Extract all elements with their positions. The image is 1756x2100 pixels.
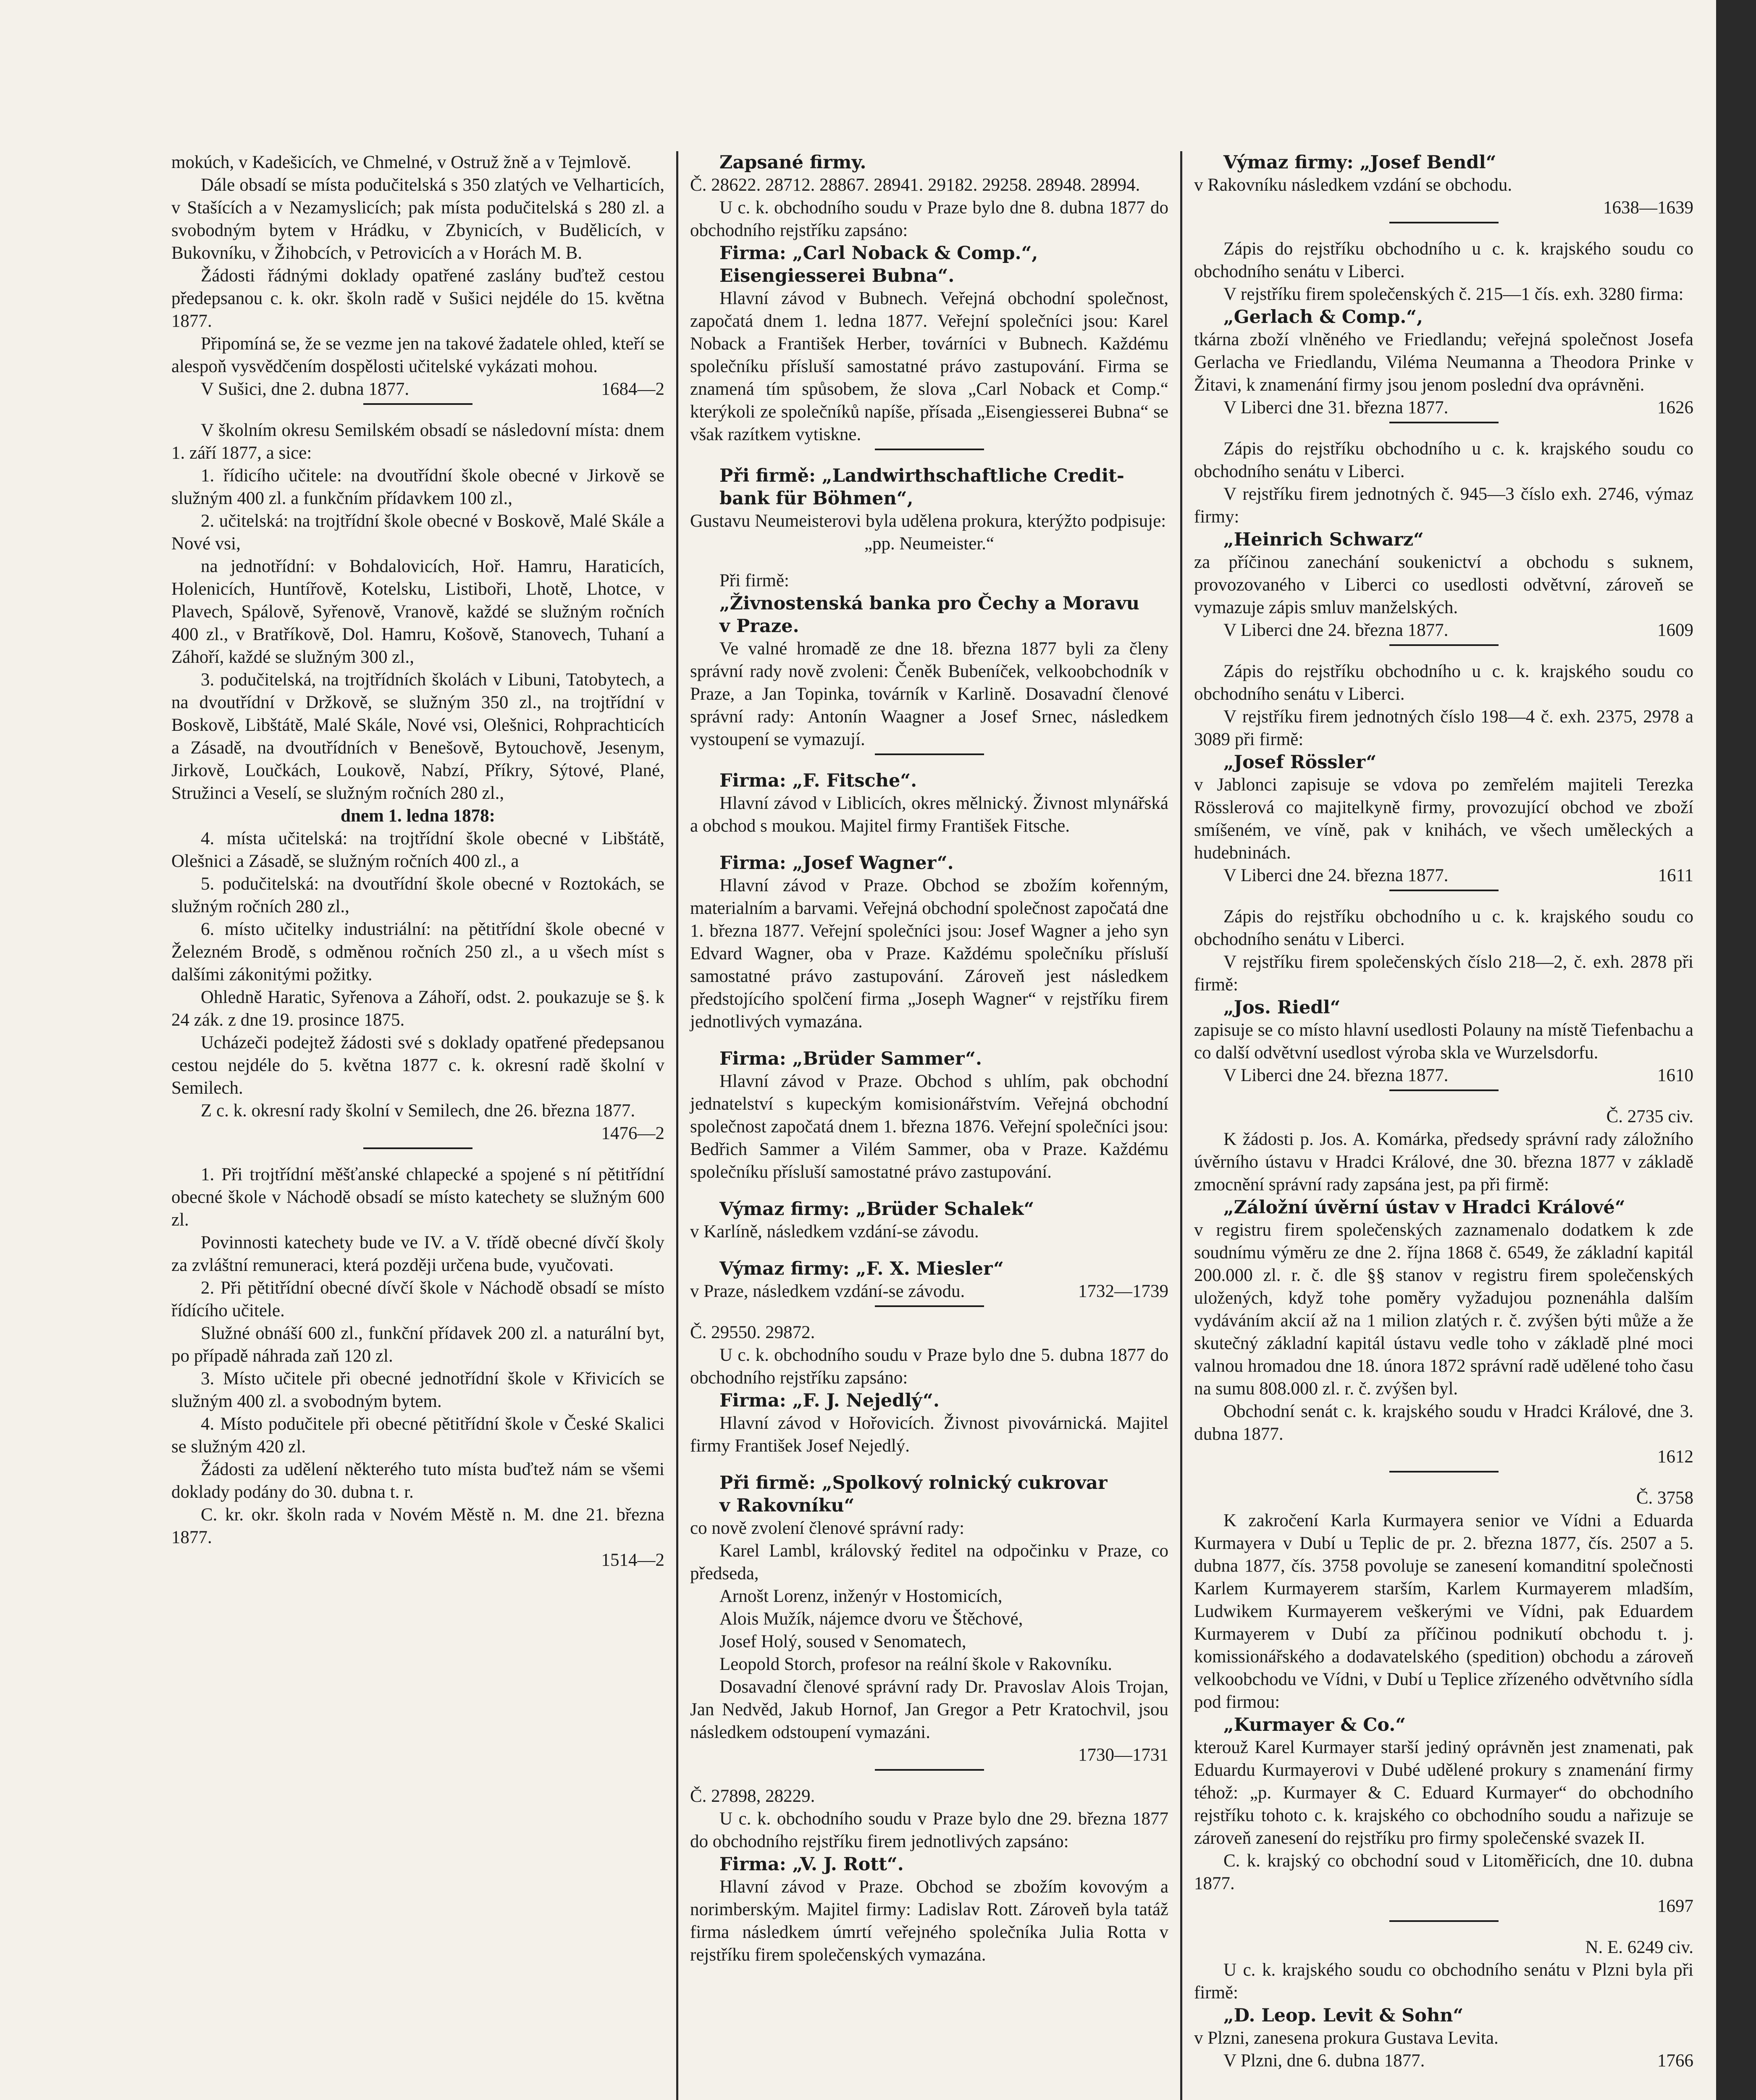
paragraph: Gustavu Neumeisterovi byla udělena prokura, kterýžto podpisuje: bbox=[690, 511, 1166, 531]
entry-rott bbox=[690, 1785, 1168, 1966]
separator-rule bbox=[875, 753, 984, 755]
entry-gerlach bbox=[1194, 238, 1693, 423]
paragraph: Hlavní závod v Praze. Obchod se zbožím kořenným, materialním a barvami. Veřejná obchodní společnost započatá dne 1. března 1877. Veřejní společníci jsou: Josef Wagner a jeho syn Edvard Wagner, oba v Praze. Každému společníku přísluší samostatné právo zastupování. Zároveň jest následkem předstojícího spolčení firma „Joseph Wagner“ v rejstříku firem jednotlivých vymazána. bbox=[690, 876, 1168, 1032]
paragraph: Služné obnáší 600 zl., funkční přídavek 200 zl. a naturální byt, po případě náhrada zaň 120 zl. bbox=[171, 1323, 664, 1366]
firm-name: Firma: „Josef Wagner“. bbox=[719, 853, 954, 874]
signature-place: V Liberci dne 24. března 1877. bbox=[1223, 620, 1449, 640]
signature-line bbox=[1194, 619, 1693, 642]
entry-landwirthschaftliche bbox=[690, 465, 1168, 555]
paragraph: V rejstříku firem společenských číslo 218—2, č. exh. 2878 při firmě: bbox=[1194, 952, 1693, 995]
entry-bendl bbox=[1194, 151, 1693, 223]
file-numbers: Č. 29550. 29872. bbox=[690, 1323, 815, 1342]
entry-zivnostenska bbox=[690, 570, 1168, 755]
file-numbers: Č. 2735 civ. bbox=[1606, 1107, 1693, 1126]
signature: „pp. Neumeister.“ bbox=[864, 534, 995, 554]
entry-zalozni-ustav bbox=[1194, 1105, 1693, 1473]
paragraph: Alois Mužík, nájemce dvoru ve Štěchové, bbox=[719, 1609, 1023, 1629]
paragraph: co nově zvolení členové správní rady: bbox=[690, 1518, 965, 1538]
separator-rule bbox=[875, 1305, 984, 1307]
paragraph: Ve valné hromadě ze dne 18. března 1877 byli za členy správní rady nově zvoleni: Čeněk Bubeníček, velkoobchodník v Praze, a Jan Topinka, továrník v Karlině. Dosavadní členové správní rady: Antonín Waagner a Josef Srnec, následkem vystoupení se vymazují. bbox=[690, 639, 1168, 749]
signature-line bbox=[1194, 2050, 1693, 2072]
paragraph: U c. k. krajského soudu co obchodního senátu v Plzni byla při firmě: bbox=[1194, 1960, 1693, 2003]
paragraph: 1. řídicího učitele: na dvoutřídní škole obecné v Jirkově se služným 400 zl. a funkčním přídavkem 100 zl., bbox=[171, 466, 664, 508]
separator-rule bbox=[363, 1147, 472, 1149]
paragraph: Povinnosti katechety bude ve IV. a V. třídě obecné dívčí školy za zvláštní remuneraci, která později určena bude, vyučovati. bbox=[171, 1233, 664, 1275]
firm-name: Při firmě: „Landwirthschaftliche Credit- bbox=[719, 465, 1124, 486]
signature-line bbox=[1194, 1064, 1693, 1087]
entry-riedl bbox=[1194, 906, 1693, 1091]
paragraph: 1. Při trojtřídní měšťanské chlapecké a spojené s ní pětitřídní obecné škole v Náchodě obsadí se místo katechety se služným 600 zl. bbox=[171, 1165, 664, 1230]
paragraph: U c. k. obchodního soudu v Praze bylo dne 29. března 1877 do obchodního rejstříku firem jednotlivých zapsáno: bbox=[690, 1809, 1168, 1851]
three-column-layout bbox=[160, 151, 1706, 2100]
paragraph: K žádosti p. Jos. A. Komárka, předsedy správní rady záložního úvěrního ústavu v Hradci Králové, dne 30. března 1877 v základě zmocnění správní rady zapsána jest, pa při firmě: bbox=[1194, 1129, 1693, 1194]
firm-name: „Kurmayer & Co.“ bbox=[1223, 1714, 1406, 1735]
paragraph: Zápis do rejstříku obchodního u c. k. krajského soudu co obchodního senátu v Liberci. bbox=[1194, 239, 1693, 281]
firm-name: Při firmě: „Spolkový rolnický cukrovar bbox=[719, 1473, 1108, 1494]
separator-rule bbox=[1389, 890, 1499, 891]
firm-name: „Heinrich Schwarz“ bbox=[1223, 529, 1424, 550]
notice-number: 1730—1731 bbox=[1078, 1745, 1168, 1765]
paragraph: v Rakovníku následkem vzdání se obchodu. bbox=[1194, 175, 1512, 195]
signature-line bbox=[690, 1280, 1168, 1303]
paragraph: 3. Místo učitele při obecné jednotřídní škole v Křivicích se služným 400 zl. a svobodným bytem. bbox=[171, 1369, 664, 1411]
paragraph: Hlavní závod v Praze. Obchod s uhlím, pak obchodní jednatelství s kupeckým komisionářstvím. Veřejná obchodní společnost započatá dnem 1. března 1876. Veřejní společníci jsou: Bedřich Sammer a Vilém Sammer, oba v Praze. Každému společníku přísluší samostatné právo zastupování. bbox=[690, 1071, 1168, 1182]
firm-name: „Živnostenská banka pro Čechy a Moravu bbox=[719, 593, 1139, 614]
firm-name: bank für Böhmen“, bbox=[719, 488, 913, 509]
paragraph: kterouž Karel Kurmayer starší jediný oprávněn jest znamenati, pak Eduardu Kurmayerovi v Dubé udělené prokury s znamenání firmy téhož: „p. Kurmayer & C. Eduard Kurmayer“ do obchodního rejstříku tohoto c. k. krajského co obchodního soudu a nařizuje se zároveň zanesení do rejstříku pro firmy společenské svazek II. bbox=[1194, 1738, 1693, 1848]
entry-sammer bbox=[690, 1047, 1168, 1184]
separator-rule bbox=[1389, 1471, 1499, 1473]
entry-nejedly bbox=[690, 1321, 1168, 1457]
separator-rule bbox=[875, 449, 984, 450]
paragraph: Obchodní senát c. k. krajského soudu v Hradci Králové, dne 3. dubna 1877. bbox=[1194, 1402, 1693, 1444]
paragraph: tkárna zboží vlněného ve Friedlandu; veřejná společnost Josefa Gerlacha ve Friedlandu, Viléma Neumanna a Theodora Prinke v Žitavi, k znamenání firmy jsou jenom poslední dva oprávněni. bbox=[1194, 330, 1693, 395]
firm-name: „Záložní úvěrní ústav v Hradci Králové“ bbox=[1223, 1197, 1625, 1218]
entry-rossler bbox=[1194, 660, 1693, 891]
paragraph: V rejstříku firem společenských č. 215—1 čís. exh. 3280 firma: bbox=[1223, 284, 1684, 304]
file-numbers: N. E. 6249 civ. bbox=[1585, 1937, 1693, 1957]
paragraph: Dále obsadí se místa podučitelská s 350 zlatých ve Velharticích, v Stašících a v Nezamyslicích; pak místa podučitelská s 280 zl. a svobodným bytem v Hrádku, v Zbynicích, v Budělicích, v Bukovníku, v Žihobcích, v Petrovicích a v Horách M. B. bbox=[171, 175, 664, 263]
signature-line bbox=[171, 378, 664, 401]
separator-rule bbox=[1389, 422, 1499, 423]
paragraph: 4. Místo podučitele při obecné pětitřídní škole v České Skalici se služným 420 zl. bbox=[171, 1414, 664, 1457]
notice-nachod bbox=[171, 1163, 664, 1572]
column-right bbox=[1180, 151, 1705, 2100]
paragraph: Připomíná se, že se vezme jen na takové žadatele ohled, kteří se alespoň vysvědčením dospělosti učitelské vykázati mohou. bbox=[171, 334, 664, 376]
paragraph: na jednotřídní: v Bohdalovicích, Hoř. Hamru, Haraticích, Holenicích, Huntířově, Kotelsku, Listiboři, Lhotě, Lhotce, v Plavech, Spálově, Syřenově, Vranově, každé se služným ročních 400 zl., v Bratříkově, Dol. Hamru, Košově, Stanovech, Tuhaní a Záhoří, každé se služným 300 zl., bbox=[171, 556, 664, 667]
signature-place: V Liberci dne 24. března 1877. bbox=[1223, 866, 1449, 885]
entry-cukrovar bbox=[690, 1472, 1168, 1771]
firm-name: v Rakovníku“ bbox=[719, 1495, 855, 1516]
paragraph: Zápis do rejstříku obchodního u c. k. krajského soudu co obchodního senátu v Liberci. bbox=[1194, 439, 1693, 481]
column-left bbox=[160, 151, 676, 2100]
file-numbers: Č. 28622. 28712. 28867. 28941. 29182. 29258. 28948. 28994. bbox=[690, 175, 1140, 195]
paragraph: V rejstříku firem jednotných číslo 198—4 č. exh. 2375, 2978 a 3089 při firmě: bbox=[1194, 707, 1693, 749]
paragraph: v Karlíně, následkem vzdání-se závodu. bbox=[690, 1222, 979, 1242]
notice-number: 1476—2 bbox=[601, 1124, 664, 1143]
paragraph: v Jablonci zapisuje se vdova po zemřelém majiteli Terezka Rösslerová co majitelkyně firmy, provozující obchod ve zboží smíšeném, ve víně, pak v knihách, ve všech uměleckých a hudebninách. bbox=[1194, 775, 1693, 863]
firm-name: „Jos. Riedl“ bbox=[1223, 997, 1341, 1018]
entry-kurmayer bbox=[1194, 1487, 1693, 1922]
signature-line bbox=[1194, 864, 1693, 887]
firm-name: Firma: „F. Fitsche“. bbox=[719, 770, 917, 791]
paragraph: C. k. krajský co obchodní soud v Litoměřicích, dne 10. dubna 1877. bbox=[1194, 1851, 1693, 1893]
paragraph: C. kr. okr. školn rada v Novém Městě n. M. dne 21. března 1877. bbox=[171, 1505, 664, 1547]
paragraph: Hlavní závod v Hořovicích. Živnost pivovárnická. Majitel firmy František Josef Nejedlý. bbox=[690, 1413, 1168, 1456]
notice-semily bbox=[171, 419, 664, 1149]
paragraph: Z c. k. okresní rady školní v Semilech, dne 26. března 1877. bbox=[201, 1101, 635, 1121]
section-title: Zapsané firmy. bbox=[719, 152, 866, 173]
paragraph: Ucházeči podejtež žádosti své s doklady opatřené předepsanou cestou nejdéle do 5. května 1877 c. k. okresní radě školní v Semilech. bbox=[171, 1033, 664, 1098]
entry-noback bbox=[690, 174, 1168, 450]
separator-rule bbox=[363, 403, 472, 405]
paragraph: U c. k. obchodního soudu v Praze bylo dne 8. dubna 1877 do obchodního rejstříku zapsáno: bbox=[690, 198, 1168, 240]
notice-susice bbox=[171, 151, 664, 405]
notice-number: 1612 bbox=[1657, 1447, 1693, 1467]
separator-rule bbox=[1389, 1920, 1499, 1922]
paragraph: U c. k. obchodního soudu v Praze bylo dne 5. dubna 1877 do obchodního rejstříku zapsáno: bbox=[690, 1345, 1168, 1388]
firm-name: v Praze. bbox=[719, 616, 799, 637]
separator-rule bbox=[875, 1769, 984, 1771]
notice-number: 1732—1739 bbox=[1078, 1281, 1168, 1301]
paragraph: V rejstříku firem jednotných č. 945—3 číslo exh. 2746, výmaz firmy: bbox=[1194, 484, 1693, 527]
paragraph: Arnošt Lorenz, inženýr v Hostomicích, bbox=[719, 1586, 1003, 1606]
paragraph: Dosavadní členové správní rady Dr. Pravoslav Alois Trojan, Jan Nedvěd, Jakub Hornof, Jan Gregor a Petr Kratochvil, jsou následkem odstoupení vymazáni. bbox=[690, 1677, 1168, 1742]
signature-place: V Plzni, dne 6. dubna 1877. bbox=[1223, 2051, 1425, 2071]
notice-number: 1638—1639 bbox=[1603, 198, 1693, 218]
entry-schwarz bbox=[1194, 438, 1693, 646]
separator-rule bbox=[1389, 644, 1499, 646]
paragraph: Žádosti řádnými doklady opatřené zaslány buďtež cestou předepsanou c. k. okr. školn radě v Sušici nejdéle do 15. května 1877. bbox=[171, 266, 664, 331]
paragraph: Zápis do rejstříku obchodního u c. k. krajského soudu co obchodního senátu v Liberci. bbox=[1194, 907, 1693, 949]
file-numbers: Č. 27898, 28229. bbox=[690, 1786, 815, 1806]
firm-name: „D. Leop. Levit & Sohn“ bbox=[1223, 2005, 1464, 2026]
notice-number: 1609 bbox=[1657, 620, 1693, 640]
notice-number: 1611 bbox=[1658, 866, 1693, 885]
signature-place: V Sušici, dne 2. dubna 1877. bbox=[201, 379, 409, 399]
notice-number: 1610 bbox=[1657, 1066, 1693, 1085]
paragraph: 6. místo učitelky industriální: na pětitřídní škole obecné v Železném Brodě, s odměnou ročních 250 zl., a u všech míst s dalšími zákonitými požitky. bbox=[171, 919, 664, 984]
entry-miesler bbox=[690, 1257, 1168, 1307]
entry-schalek bbox=[690, 1198, 1168, 1243]
notice-number: 1514—2 bbox=[601, 1550, 664, 1570]
signature-place: V Liberci dne 24. března 1877. bbox=[1223, 1066, 1449, 1085]
signature-line bbox=[1194, 396, 1693, 419]
paragraph: 4. místa učitelská: na trojtřídní škole obecné v Libštátě, Olešnici a Zásadě, se služným ročních 400 zl., a bbox=[171, 829, 664, 871]
paragraph: mokúch, v Kadešicích, ve Chmelné, v Ostruž žně a v Tejmlově. bbox=[171, 152, 631, 172]
date-heading: dnem 1. ledna 1878: bbox=[341, 806, 495, 826]
paragraph: V školním okresu Semilském obsadí se následovní místa: dnem 1. září 1877, a sice: bbox=[171, 420, 664, 463]
entry-wagner bbox=[690, 852, 1168, 1033]
notice-number: 1766 bbox=[1657, 2051, 1693, 2071]
entry-fitsche bbox=[690, 769, 1168, 837]
firm-name: Firma: „Brüder Sammer“. bbox=[719, 1048, 982, 1069]
file-numbers: Č. 3758 bbox=[1636, 1488, 1693, 1508]
paragraph: Hlavní závod v Praze. Obchod se zbožím kovovým a norimberským. Majitel firmy: Ladislav Rott. Zároveň byla tatáž firma následkem úmrtí veřejného společníka Julia Rotta v rejstříku firem společenských vymazána. bbox=[690, 1877, 1168, 1965]
paragraph: v Praze, následkem vzdání-se závodu. bbox=[690, 1281, 965, 1301]
paragraph: Žádosti za udělení některého tuto místa buďtež nám se všemi doklady podány do 30. dubna t. r. bbox=[171, 1460, 664, 1502]
firm-name: Výmaz firmy: „F. X. Miesler“ bbox=[719, 1258, 1004, 1279]
notice-number: 1697 bbox=[1657, 1896, 1693, 1916]
paragraph: Hlavní závod v Liblicích, okres mělnický. Živnost mlynářská a obchod s moukou. Majitel firmy František Fitsche. bbox=[690, 793, 1168, 836]
paragraph: v Plzni, zanesena prokura Gustava Levita. bbox=[1194, 2028, 1499, 2048]
paragraph: v registru firem společenských zaznamenalo dodatkem k zde soudnímu výměru ze dne 2. října 1868 č. 6549, že základní kapitál 200.000 zl. r. č. dle §§ stanov v registru firem společenských uložených, když tohe poměry vyžadujou poznenáhla dalším vydáváním akcií až na 1 milion zlatých r. č. zvýšen býti může a že skutečný základní kapitál ústavu vedle toho v základě plné moci valnou hromadou dne 18. února 1872 správní radě udělené toho času na sumu 808.000 zl. r. č. zvýšen byl. bbox=[1194, 1220, 1693, 1399]
paragraph: 2. Při pětitřídní obecné dívčí škole v Náchodě obsadí se místo řídícího učitele. bbox=[171, 1278, 664, 1320]
paragraph: za příčinou zanechání soukenictví a obchodu s suknem, provozovaného v Liberci co usedlosti odvětvní, zároveň se vymazuje zápis smluv manželských. bbox=[1194, 552, 1693, 617]
paragraph: K zakročení Karla Kurmayera senior ve Vídni a Eduarda Kurmayera v Dubí u Teplic de pr. 2. března 1877, čís. 2507 a 5. dubna 1877, čís. 3758 povoluje se zanesení komanditní společnosti Karlem Kurmayerem starším, Karlem Kurmayerem mladším, Ludwikem Kurmayerem veškerými ve Vídni, pak Eduardem Kurmayerem v Dubí za příčinou podnikutí obchodu t. j. komissionářského a dodavatelského (spedition) obchodu a zároveň velkoobchodu ve Vídni, v Dubí u Teplice zřízeného odvětvního sídla pod firmou: bbox=[1194, 1511, 1693, 1712]
firm-name: Firma: „F. J. Nejedlý“. bbox=[719, 1390, 940, 1411]
paragraph: Ohledně Haratic, Syřenova a Záhoří, odst. 2. poukazuje se §. k 24 zák. z dne 19. prosince 1875. bbox=[171, 987, 664, 1030]
firm-name: Výmaz firmy: „Josef Bendl“ bbox=[1223, 152, 1496, 173]
entry-levit bbox=[1194, 1936, 1693, 2072]
signature-place: V Liberci dne 31. března 1877. bbox=[1223, 398, 1449, 417]
firm-name: Eisengiesserei Bubna“. bbox=[719, 265, 955, 286]
paragraph: Hlavní závod v Bubnech. Veřejná obchodní společnost, započatá dnem 1. ledna 1877. Veřejní společníci jsou: Karel Noback a František Herber, továrníci v Bubnech. Každému společníku přísluší samostatné právo zastupování. Firma se znamená tím spůsobem, že slova „Carl Noback et Comp.“ kterýkoli ze společníků napíše, přísada „Eisengiesserei Bubna“ se však razítkem vytiskne. bbox=[690, 289, 1168, 444]
paragraph: 5. podučitelská: na dvoutřídní škole obecné v Roztokách, se služným ročních 280 zl., bbox=[171, 874, 664, 916]
firm-name: „Gerlach & Comp.“, bbox=[1223, 307, 1423, 328]
paragraph: Josef Holý, soused v Senomatech, bbox=[719, 1632, 966, 1651]
separator-rule bbox=[1389, 222, 1499, 223]
column-middle bbox=[676, 151, 1180, 2100]
paragraph: Karel Lambl, královský ředitel na odpočinku v Praze, co předseda, bbox=[690, 1541, 1168, 1583]
paragraph: Leopold Storch, profesor na reální škole v Rakovníku. bbox=[719, 1654, 1113, 1674]
paragraph: Zápis do rejstříku obchodního u c. k. krajského soudu co obchodního senátu v Liberci. bbox=[1194, 662, 1693, 704]
firm-name: Firma: „V. J. Rott“. bbox=[719, 1854, 904, 1875]
paragraph: Při firmě: bbox=[719, 571, 789, 591]
firm-name: Firma: „Carl Noback & Comp.“, bbox=[719, 243, 1038, 264]
firm-name: „Josef Rössler“ bbox=[1223, 752, 1377, 773]
separator-rule bbox=[1389, 1089, 1499, 1091]
paragraph: 3. podučitelská, na trojtřídních školách v Libuni, Tatobytech, a na dvoutřídní v Držkově, se služným 350 zl., na trojtřídní v Boskově, Libštátě, Malé Skále, Nové vsi, Olešnici, Rohprachticích a Zásadě, na dvoutřídních v Benešově, Bytouchově, Jesenym, Jirkově, Loučkách, Loukově, Nabzí, Příkry, Sýtové, Plané, Stružinci a Veselí, se služným ročních 280 zl., bbox=[171, 670, 664, 803]
notice-number: 1626 bbox=[1657, 398, 1693, 417]
notice-number: 1684—2 bbox=[601, 379, 664, 399]
paragraph: 2. učitelská: na trojtřídní škole obecné v Boskově, Malé Skále a Nové vsi, bbox=[171, 511, 664, 554]
paragraph: zapisuje se co místo hlavní usedlosti Polauny na místě Tiefenbachu a co další odvětvní usedlost výroba skla ve Wurzelsdorfu. bbox=[1194, 1020, 1693, 1063]
firm-name: Výmaz firmy: „Brüder Schalek“ bbox=[719, 1199, 1034, 1220]
